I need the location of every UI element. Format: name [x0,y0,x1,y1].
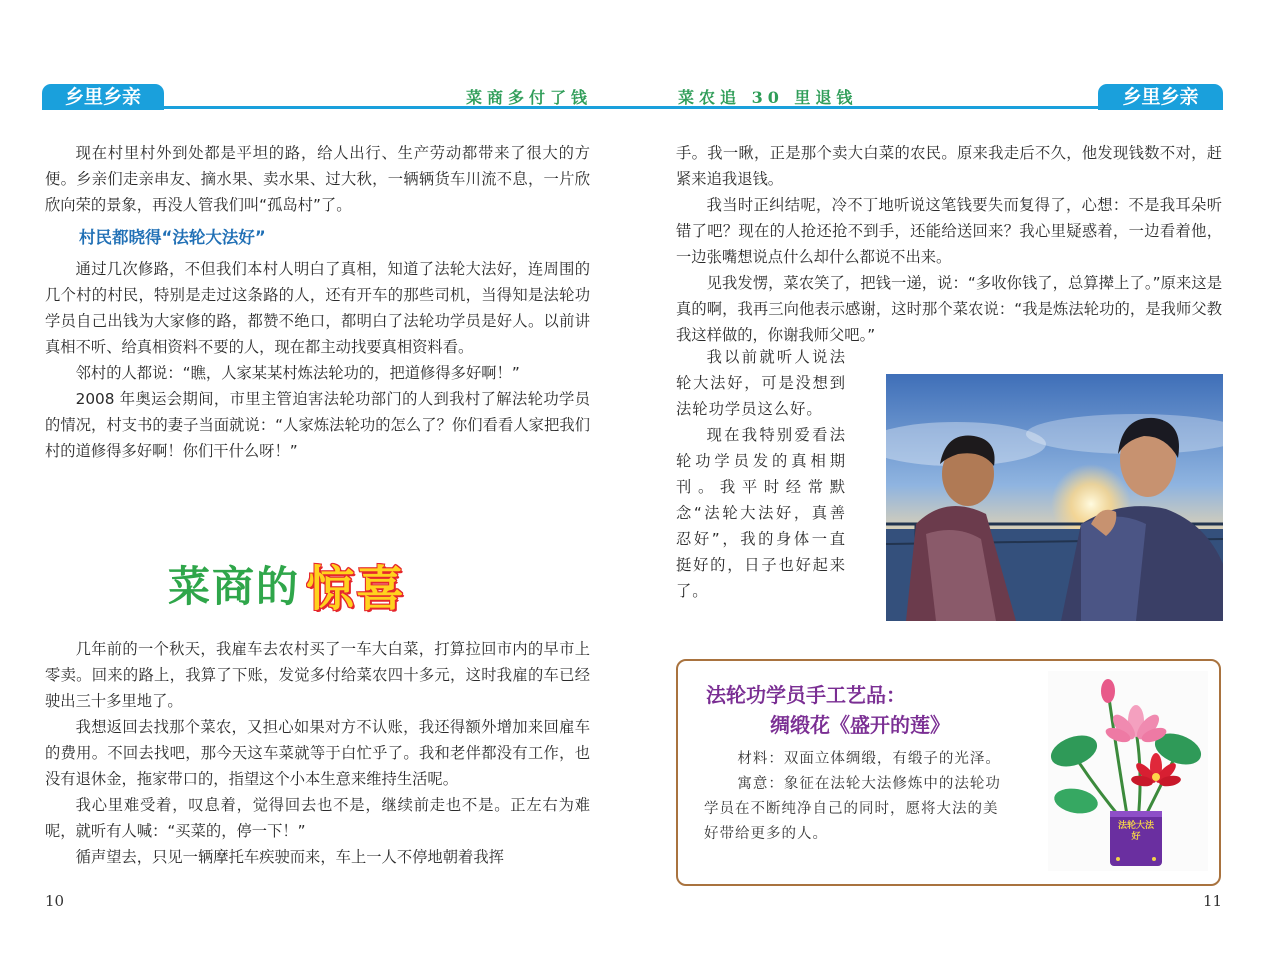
story-title [168,548,406,620]
running-title-left: 菜商多付了钱 [466,88,593,107]
paragraph: 手。我一瞅，正是那个卖大白菜的农民。原来我走后不久，他发现钱数不对，赶紧来追我退钱。 [676,144,1222,188]
paragraph: 邻村的人都说：“瞧，人家某某村炼法轮功的，把道修得多好啊！” [75,364,520,382]
left-page-upper-text [45,140,590,464]
right-page-narrow-text [676,344,846,604]
section-tab-right: 乡里乡亲 [1098,84,1223,110]
paragraph: 循声望去，只见一辆摩托车疾驶而来，车上一人不停地朝着我挥 [75,848,504,866]
story-illustration [886,374,1223,621]
paragraph: 现在我特别爱看法轮功学员发的真相期刊。我平时经常默念“法轮大法好，真善忍好”，我的身体一直挺好的，日子也好起来了。 [676,426,846,600]
page-number-right: 11 [1203,892,1223,910]
header-rule [42,106,1223,109]
paragraph: 我想返回去找那个菜农，又担心如果对方不认账，我还得额外增加来回雇车的费用。不回去找吧，那今天这车菜就等于白忙乎了。我和老伴都没有工作，也没有退休金，拖家带口的，指望这个小本生意来维持生活呢。 [45,718,590,788]
handicraft-panel [676,659,1221,886]
paragraph: 几年前的一个秋天，我雇车去农村买了一车大白菜，打算拉回市内的早市上零卖。回来的路上，我算了下账，发觉多付给菜农四十多元，这时我雇的车已经驶出三十多里地了。 [45,640,590,710]
paragraph: 通过几次修路，不但我们本村人明白了真相，知道了法轮大法好，连周围的几个村的村民，特别是走过这条路的人，还有开车的那些司机，当得知是法轮功学员自己出钱为大家修的路，都赞不绝口，都明白了法轮功学员是好人。以前讲真相不听、给真相资料不要的人，现在都主动找要真相资料看。 [45,260,590,356]
subheading: 村民都晓得“法轮大法好” [79,228,266,247]
handicraft-title-line1: 法轮功学员手工艺品： [706,683,906,707]
handicraft-meaning: 寓意：象征在法轮大法修炼中的法轮功学员在不断纯净自己的同时，愿将大法的美好带给更多的人。 [704,776,1001,842]
handicraft-material: 材料：双面立体绸缎，有缎子的光泽。 [737,751,1001,767]
two-men-sunset-illustration [886,374,1223,621]
paragraph: 见我发愣，菜农笑了，把钱一递，说：“多收你钱了，总算撵上了。”原来这是真的啊，我再三向他表示感谢，这时那个菜农说：“我是炼法轮功的，是我师父教我这样做的，你谢我师父吧。” [676,274,1222,344]
paragraph: 我以前就听人说法轮大法好，可是没想到法轮功学员这么好。 [676,348,846,418]
page-number-left: 10 [45,892,65,910]
right-page-upper-text [676,140,1222,348]
paragraph: 2008 年奥运会期间，市里主管迫害法轮功部门的人到我村了解法轮功学员的情况，村支书的妻子当面就说：“人家炼法轮功的怎么了？你们看看人家把我们村的道修得多好啊！你们干什么呀！” [45,390,590,460]
running-title-right: 菜农追 30 里退钱 [678,88,858,107]
silk-lotus-photo [1048,671,1208,871]
paragraph: 我当时正纠结呢，冷不丁地听说这笔钱要失而复得了，心想：不是我耳朵听错了吧？现在的人抢还抢不到手，还能给送回来？我心里疑惑着，一边看着他，一边张嘴想说点什么却什么都说不出来。 [676,196,1222,266]
left-page-lower-text [45,636,590,870]
paragraph: 我心里难受着，叹息着，觉得回去也不是，继续前走也不是。正左右为难呢，就听有人喊：“买菜的，停一下！” [45,796,590,840]
story-title-main: 菜商的 [168,562,301,611]
handicraft-title-line2: 绸缎花《盛开的莲》 [770,713,950,737]
vase-text: 法轮大法好 [1117,821,1154,842]
story-title-highlight: 惊喜 [306,560,407,617]
intro-paragraph: 现在村里村外到处都是平坦的路，给人出行、生产劳动都带来了很大的方便。乡亲们走亲串友、摘水果、卖水果、过大秋，一辆辆货车川流不息，一片欣欣向荣的景象，再没人管我们叫“孤岛村”了。 [45,144,590,214]
handicraft-description [704,747,1012,847]
section-tab-left: 乡里乡亲 [42,84,164,110]
